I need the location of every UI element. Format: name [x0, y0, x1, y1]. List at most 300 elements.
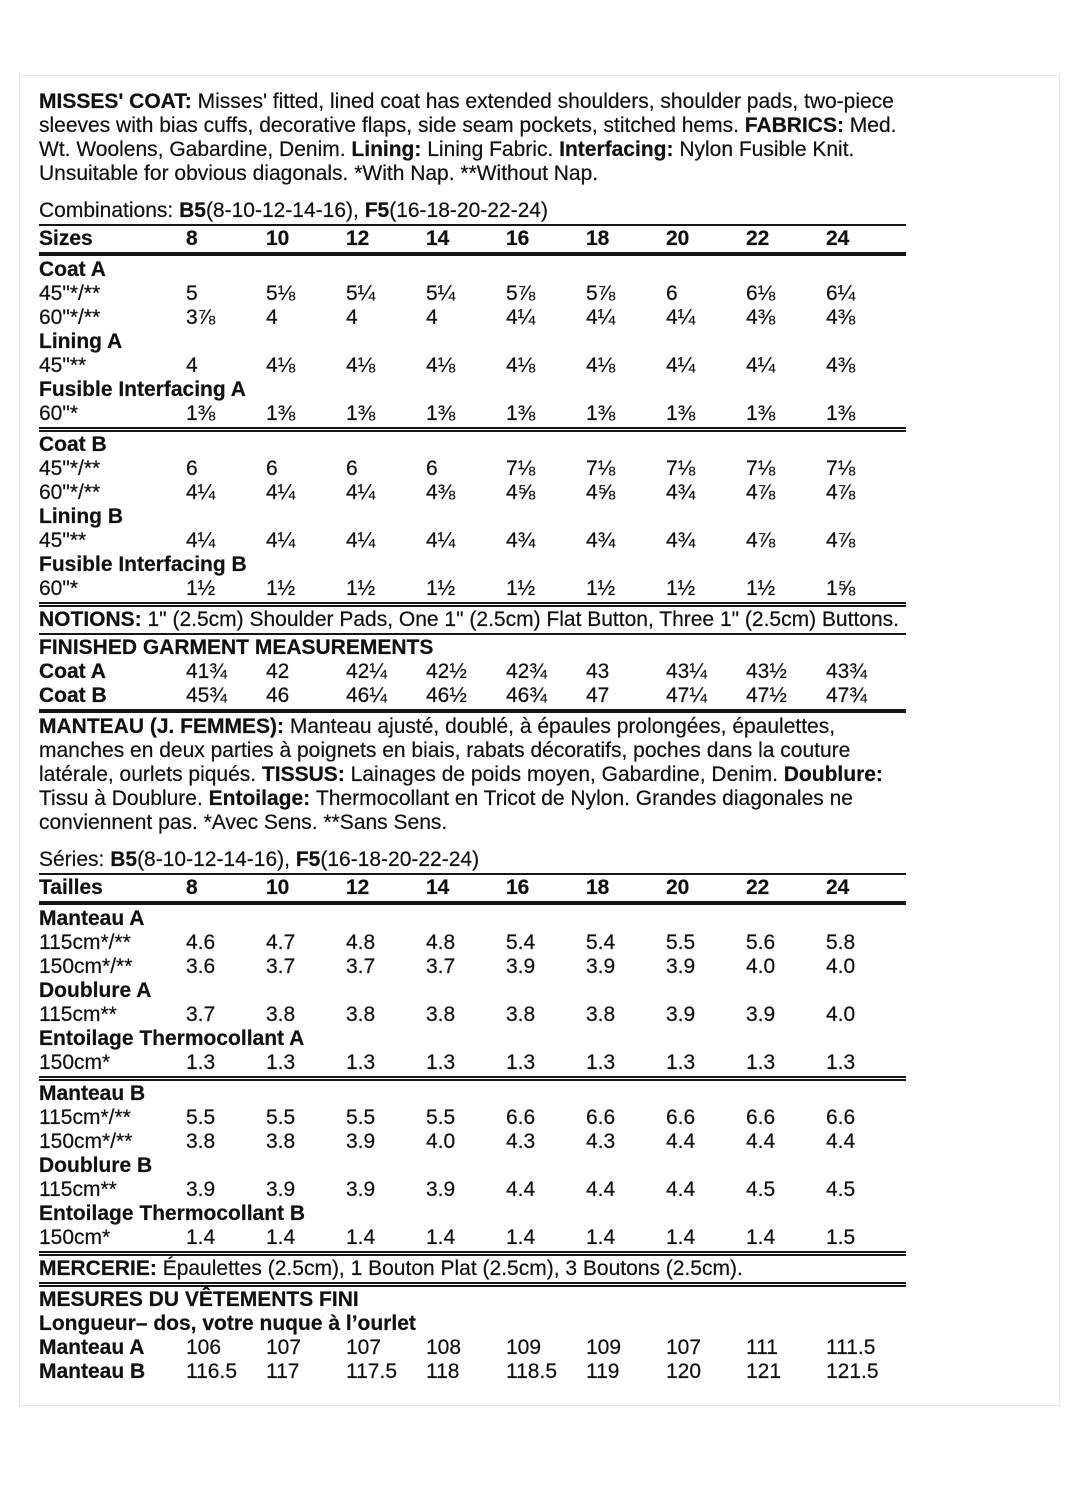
table-row [39, 457, 906, 481]
row-label: Manteau B [39, 1360, 146, 1383]
row-label: 45"*/** [39, 282, 101, 305]
value-cell: 4.4 [506, 1178, 536, 1201]
french-finished-measurements-table [39, 1336, 906, 1384]
bold-text-segment: MANTEAU (J. FEMMES): [39, 715, 290, 738]
section-divider [39, 1076, 906, 1081]
bold-text-segment: F5 [364, 199, 390, 222]
group-label-row: Manteau A [39, 907, 145, 930]
value-cell: 1½ [186, 577, 216, 600]
size-column-header: 10 [266, 227, 290, 250]
value-cell: 5¼ [346, 282, 376, 305]
row-label: 115cm** [39, 1178, 117, 1201]
table-row [39, 1051, 906, 1075]
value-cell: 5.5 [266, 1106, 296, 1129]
value-cell: 108 [426, 1336, 462, 1359]
value-cell: 1½ [746, 577, 776, 600]
value-cell: 1⅜ [746, 402, 776, 425]
table-row [39, 529, 906, 553]
rule-above-sizes-header [39, 224, 906, 226]
size-column-header: 14 [426, 227, 450, 250]
row-label: 45"*/** [39, 457, 101, 480]
value-cell: 4⅜ [746, 306, 776, 329]
value-cell: 1⅝ [826, 577, 856, 600]
size-column-header: 24 [826, 876, 850, 899]
value-cell: 6⅛ [746, 282, 776, 305]
value-cell: 43 [586, 660, 610, 683]
value-cell: 3.9 [506, 955, 536, 978]
value-cell: 4¾ [586, 529, 616, 552]
value-cell: 47 [586, 684, 610, 707]
value-cell: 1⅜ [506, 402, 536, 425]
value-cell: 5⅞ [506, 282, 536, 305]
value-cell: 4.0 [826, 955, 856, 978]
size-column-header: 14 [426, 876, 450, 899]
value-cell: 1.4 [666, 1226, 696, 1249]
value-cell: 1⅜ [266, 402, 296, 425]
bold-text-segment: Doublure: [783, 763, 883, 786]
value-cell: 121.5 [826, 1360, 879, 1383]
rule-below-notions [39, 633, 906, 635]
value-cell: 7⅛ [586, 457, 616, 480]
rule-below-header [39, 252, 906, 256]
value-cell: 4.6 [186, 931, 216, 954]
value-cell: 42 [266, 660, 290, 683]
row-label: 115cm** [39, 1003, 117, 1026]
value-cell: 4.0 [826, 1003, 856, 1026]
value-cell: 3.9 [266, 1178, 296, 1201]
text-segment: Med. Wt. Woolens, Gabardine, Denim. [39, 114, 897, 161]
value-cell: 5⅞ [586, 282, 616, 305]
value-cell: 4.5 [746, 1178, 776, 1201]
table-row [39, 931, 906, 955]
value-cell: 1.3 [186, 1051, 216, 1074]
value-cell: 107 [266, 1336, 302, 1359]
text-segment: Tissu à Doublure. [39, 787, 209, 810]
english-yardage-table [39, 227, 906, 601]
value-cell: 5.6 [746, 931, 776, 954]
value-cell: 4⅝ [586, 481, 616, 504]
value-cell: 1.5 [826, 1226, 856, 1249]
value-cell: 1.3 [346, 1051, 376, 1074]
table-row [39, 660, 906, 684]
value-cell: 3.8 [266, 1130, 296, 1153]
value-cell: 3.9 [186, 1178, 216, 1201]
value-cell: 1.4 [746, 1226, 776, 1249]
value-cell: 107 [346, 1336, 382, 1359]
value-cell: 111 [746, 1336, 778, 1359]
value-cell: 1⅜ [426, 402, 456, 425]
size-column-header: 20 [666, 876, 690, 899]
bold-text-segment: Lining: [351, 138, 428, 161]
english-notions [39, 608, 906, 632]
text-segment: Lainages de poids moyen, Gabardine, Denim. [350, 763, 784, 786]
value-cell: 4¼ [266, 481, 296, 504]
group-label-row: Doublure B [39, 1154, 153, 1177]
value-cell: 47¼ [666, 684, 707, 707]
value-cell: 1.3 [666, 1051, 696, 1074]
group-label-row: Coat B [39, 433, 107, 456]
value-cell: 4.8 [346, 931, 376, 954]
value-cell: 1½ [586, 577, 616, 600]
value-cell: 1.3 [506, 1051, 536, 1074]
value-cell: 3.8 [586, 1003, 616, 1026]
value-cell: 4⅞ [746, 481, 776, 504]
text-segment: Lining Fabric. [427, 138, 560, 161]
group-label-row: Entoilage Thermocollant B [39, 1202, 306, 1225]
value-cell: 120 [666, 1360, 702, 1383]
size-column-header: 18 [586, 876, 610, 899]
mesures-subheading: Longueur– dos, votre nuque à l’ourlet [39, 1312, 416, 1335]
value-cell: 4.4 [666, 1130, 696, 1153]
value-cell: 3.9 [426, 1178, 456, 1201]
rule-below-header [39, 901, 906, 905]
value-cell: 3.9 [746, 1003, 776, 1026]
value-cell: 107 [666, 1336, 702, 1359]
size-column-header: 22 [746, 876, 770, 899]
group-label-row: Coat A [39, 258, 106, 281]
value-cell: 6.6 [586, 1106, 616, 1129]
value-cell: 4.5 [826, 1178, 856, 1201]
value-cell: 1.3 [266, 1051, 296, 1074]
table-corner-header: Sizes [39, 227, 93, 250]
value-cell: 46 [266, 684, 290, 707]
value-cell: 6 [426, 457, 438, 480]
table-header-row [39, 227, 906, 251]
value-cell: 1½ [346, 577, 376, 600]
value-cell: 3.7 [266, 955, 296, 978]
text-segment: 1" (2.5cm) Shoulder Pads, One 1" (2.5cm) Flat Button, Three 1" (2.5cm) Buttons. [147, 608, 899, 631]
value-cell: 4¾ [666, 529, 696, 552]
bold-text-segment: NOTIONS: [39, 608, 148, 631]
value-cell: 46½ [426, 684, 467, 707]
value-cell: 3.8 [426, 1003, 456, 1026]
value-cell: 117.5 [346, 1360, 397, 1383]
value-cell: 5.8 [826, 931, 856, 954]
size-column-header: 20 [666, 227, 690, 250]
value-cell: 7⅛ [666, 457, 696, 480]
value-cell: 3.9 [346, 1130, 376, 1153]
value-cell: 4 [186, 354, 198, 377]
value-cell: 1⅜ [186, 402, 216, 425]
value-cell: 4¾ [506, 529, 536, 552]
value-cell: 4¾ [666, 481, 696, 504]
value-cell: 4¼ [586, 306, 616, 329]
table-row [39, 1336, 906, 1360]
value-cell: 118.5 [506, 1360, 557, 1383]
value-cell: 4¼ [346, 481, 376, 504]
value-cell: 109 [586, 1336, 622, 1359]
table-row [39, 481, 906, 505]
value-cell: 1⅜ [826, 402, 856, 425]
row-label: 60"*/** [39, 481, 101, 504]
value-cell: 7⅛ [826, 457, 856, 480]
text-segment: (8-10-12-14-16), [205, 199, 365, 222]
text-segment: Épaulettes (2.5cm), 1 Bouton Plat (2.5cm), 3 Boutons (2.5cm). [162, 1257, 743, 1280]
rule-below-mercerie [39, 1282, 906, 1287]
value-cell: 121 [746, 1360, 782, 1383]
value-cell: 4.3 [506, 1130, 536, 1153]
text-segment: Misses' fitted, lined coat has extended shoulders, shoulder pads, two-piece sleeves with bias cuffs, decorative flaps, side seam pockets, stitched hems. [39, 90, 894, 137]
value-cell: 4.4 [666, 1178, 696, 1201]
value-cell: 46¼ [346, 684, 387, 707]
value-cell: 4¼ [346, 529, 376, 552]
value-cell: 111.5 [826, 1336, 876, 1359]
group-label-row: Lining A [39, 330, 123, 353]
row-label: 60"* [39, 402, 78, 425]
row-label: 150cm* [39, 1051, 111, 1074]
row-label: Coat B [39, 684, 107, 707]
table-row [39, 1226, 906, 1250]
value-cell: 6.6 [506, 1106, 536, 1129]
value-cell: 3.7 [346, 955, 376, 978]
value-cell: 4⅜ [426, 481, 456, 504]
value-cell: 106 [186, 1336, 222, 1359]
value-cell: 4⅜ [826, 354, 856, 377]
english-combinations-line [39, 199, 906, 223]
table-corner-header: Tailles [39, 876, 103, 899]
value-cell: 4¼ [186, 481, 216, 504]
bold-text-segment: B5 [179, 199, 206, 222]
value-cell: 6 [186, 457, 198, 480]
value-cell: 4 [426, 306, 438, 329]
value-cell: 5.5 [186, 1106, 216, 1129]
value-cell: 1.4 [346, 1226, 376, 1249]
value-cell: 1.3 [426, 1051, 456, 1074]
value-cell: 7⅛ [506, 457, 536, 480]
value-cell: 4.7 [266, 931, 296, 954]
content-column [39, 90, 906, 1384]
value-cell: 6.6 [666, 1106, 696, 1129]
pattern-envelope-back-page [19, 75, 1060, 1406]
group-label-row: Lining B [39, 505, 123, 528]
value-cell: 47¾ [826, 684, 867, 707]
value-cell: 47½ [746, 684, 787, 707]
value-cell: 4⅞ [826, 481, 856, 504]
value-cell: 4¼ [426, 529, 456, 552]
table-row [39, 684, 906, 708]
value-cell: 119 [586, 1360, 620, 1383]
rule-above-tailles-header [39, 873, 906, 875]
text-segment: Combinations: [39, 199, 180, 222]
bold-text-segment: FABRICS: [744, 114, 850, 137]
value-cell: 5⅛ [266, 282, 296, 305]
value-cell: 6¼ [826, 282, 856, 305]
value-cell: 4.3 [586, 1130, 616, 1153]
value-cell: 4¼ [506, 306, 536, 329]
bold-text-segment: B5 [110, 848, 138, 871]
value-cell: 3.8 [186, 1130, 216, 1153]
group-label-row: Manteau B [39, 1082, 146, 1105]
table-row [39, 1106, 906, 1130]
bold-text-segment: Interfacing: [559, 138, 680, 161]
bold-text-segment: TISSUS: [261, 763, 351, 786]
value-cell: 6 [266, 457, 278, 480]
value-cell: 4¼ [666, 354, 696, 377]
table-row [39, 1003, 906, 1027]
value-cell: 5¼ [426, 282, 456, 305]
group-label-row: Fusible Interfacing A [39, 378, 246, 401]
french-yardage-table [39, 876, 906, 1250]
bold-text-segment: F5 [295, 848, 321, 871]
finished-measurements-heading: FINISHED GARMENT MEASUREMENTS [39, 636, 434, 659]
value-cell: 1½ [506, 577, 536, 600]
value-cell: 4 [346, 306, 358, 329]
size-column-header: 24 [826, 227, 850, 250]
value-cell: 4⅜ [826, 306, 856, 329]
table-row [39, 1130, 906, 1154]
value-cell: 1.4 [266, 1226, 296, 1249]
value-cell: 43¾ [826, 660, 867, 683]
value-cell: 4.0 [426, 1130, 456, 1153]
text-segment: (16-18-20-22-24) [389, 199, 548, 222]
size-column-header: 8 [186, 227, 198, 250]
value-cell: 5.5 [426, 1106, 456, 1129]
value-cell: 5.5 [346, 1106, 376, 1129]
value-cell: 6.6 [746, 1106, 776, 1129]
table-row [39, 955, 906, 979]
table-header-row [39, 876, 906, 900]
value-cell: 42½ [426, 660, 467, 683]
text-segment: (8-10-12-14-16), [137, 848, 296, 871]
text-segment: Manteau ajusté, doublé, à épaules prolongées, épaulettes, manches en deux parties à poignets en biais, rabats décoratifs, poches dans la couture latérale, ourlets piqués. [39, 715, 851, 786]
value-cell: 116.5 [186, 1360, 237, 1383]
english-description [39, 90, 906, 186]
value-cell: 4¼ [746, 354, 776, 377]
french-mercerie [39, 1257, 906, 1281]
size-column-header: 16 [506, 227, 530, 250]
value-cell: 4.0 [746, 955, 776, 978]
value-cell: 4⅛ [506, 354, 536, 377]
value-cell: 42¼ [346, 660, 387, 683]
value-cell: 4⅛ [346, 354, 376, 377]
size-column-header: 12 [346, 227, 370, 250]
value-cell: 46¾ [506, 684, 547, 707]
size-column-header: 10 [266, 876, 290, 899]
value-cell: 4⅛ [426, 354, 456, 377]
value-cell: 1½ [426, 577, 456, 600]
value-cell: 3.9 [666, 955, 696, 978]
value-cell: 1.3 [746, 1051, 776, 1074]
table-row [39, 402, 906, 426]
rule-above-french-section [39, 709, 906, 713]
value-cell: 1.4 [506, 1226, 536, 1249]
value-cell: 3⅞ [186, 306, 216, 329]
value-cell: 5.4 [506, 931, 536, 954]
value-cell: 4⅛ [586, 354, 616, 377]
value-cell: 3.7 [426, 955, 456, 978]
table-row [39, 1178, 906, 1202]
french-description [39, 715, 906, 835]
bold-text-segment: MISSES' COAT: [39, 90, 198, 113]
value-cell: 43½ [746, 660, 787, 683]
table-row [39, 1360, 906, 1384]
value-cell: 3.8 [506, 1003, 536, 1026]
value-cell: 1½ [266, 577, 296, 600]
value-cell: 1.4 [186, 1226, 216, 1249]
text-segment: (16-18-20-22-24) [320, 848, 480, 871]
value-cell: 6 [666, 282, 678, 305]
value-cell: 1⅜ [666, 402, 696, 425]
mesures-heading: MESURES DU VÊTEMENTS FINI [39, 1288, 359, 1311]
rule-below-english-table [39, 602, 906, 607]
value-cell: 7⅛ [746, 457, 776, 480]
text-segment: Nylon Fusible Knit. Unsuitable for obvious diagonals. *With Nap. **Without Nap. [39, 138, 855, 185]
value-cell: 4 [266, 306, 278, 329]
size-column-header: 8 [186, 876, 198, 899]
rule-above-mercerie [39, 1251, 906, 1256]
table-row [39, 354, 906, 378]
value-cell: 1.3 [826, 1051, 856, 1074]
size-column-header: 12 [346, 876, 370, 899]
value-cell: 1⅜ [346, 402, 376, 425]
value-cell: 109 [506, 1336, 542, 1359]
value-cell: 4⅞ [746, 529, 776, 552]
row-label: 150cm* [39, 1226, 111, 1249]
value-cell: 3.9 [586, 955, 616, 978]
size-column-header: 22 [746, 227, 770, 250]
value-cell: 3.9 [666, 1003, 696, 1026]
group-label-row: Doublure A [39, 979, 152, 1002]
row-label: 150cm*/** [39, 955, 133, 978]
text-segment: Thermocollant en Tricot de Nylon. Grandes diagonales ne conviennent pas. *Avec Sens. **Sans Sens. [39, 787, 853, 834]
row-label: Manteau A [39, 1336, 145, 1359]
value-cell: 4¼ [186, 529, 216, 552]
value-cell: 4⅝ [506, 481, 536, 504]
value-cell: 3.8 [266, 1003, 296, 1026]
value-cell: 5 [186, 282, 198, 305]
value-cell: 1½ [666, 577, 696, 600]
value-cell: 3.9 [346, 1178, 376, 1201]
value-cell: 4.4 [746, 1130, 776, 1153]
section-divider [39, 427, 906, 432]
value-cell: 4⅞ [826, 529, 856, 552]
value-cell: 1.4 [426, 1226, 456, 1249]
value-cell: 117 [266, 1360, 300, 1383]
bold-text-segment: MERCERIE: [39, 1257, 163, 1280]
value-cell: 4.4 [826, 1130, 856, 1153]
row-label: 45"** [39, 354, 87, 377]
bold-text-segment: Entoilage: [208, 787, 316, 810]
value-cell: 6 [346, 457, 358, 480]
value-cell: 3.7 [186, 1003, 216, 1026]
row-label: 45"** [39, 529, 87, 552]
value-cell: 4⅛ [266, 354, 296, 377]
size-column-header: 18 [586, 227, 610, 250]
text-segment: Séries: [39, 848, 111, 871]
value-cell: 1⅜ [586, 402, 616, 425]
value-cell: 43¼ [666, 660, 707, 683]
value-cell: 4¼ [266, 529, 296, 552]
french-series-line [39, 848, 906, 872]
value-cell: 6.6 [826, 1106, 856, 1129]
table-row [39, 577, 906, 601]
value-cell: 4.4 [586, 1178, 616, 1201]
value-cell: 4.8 [426, 931, 456, 954]
value-cell: 118 [426, 1360, 460, 1383]
row-label: 60"* [39, 577, 78, 600]
value-cell: 5.5 [666, 931, 696, 954]
value-cell: 41¾ [186, 660, 227, 683]
row-label: 60"*/** [39, 306, 101, 329]
english-finished-measurements-table [39, 660, 906, 708]
row-label: 115cm*/** [39, 1106, 131, 1129]
value-cell: 3.6 [186, 955, 216, 978]
row-label: 115cm*/** [39, 931, 131, 954]
value-cell: 45¾ [186, 684, 227, 707]
group-label-row: Fusible Interfacing B [39, 553, 247, 576]
value-cell: 1.4 [586, 1226, 616, 1249]
group-label-row: Entoilage Thermocollant A [39, 1027, 305, 1050]
